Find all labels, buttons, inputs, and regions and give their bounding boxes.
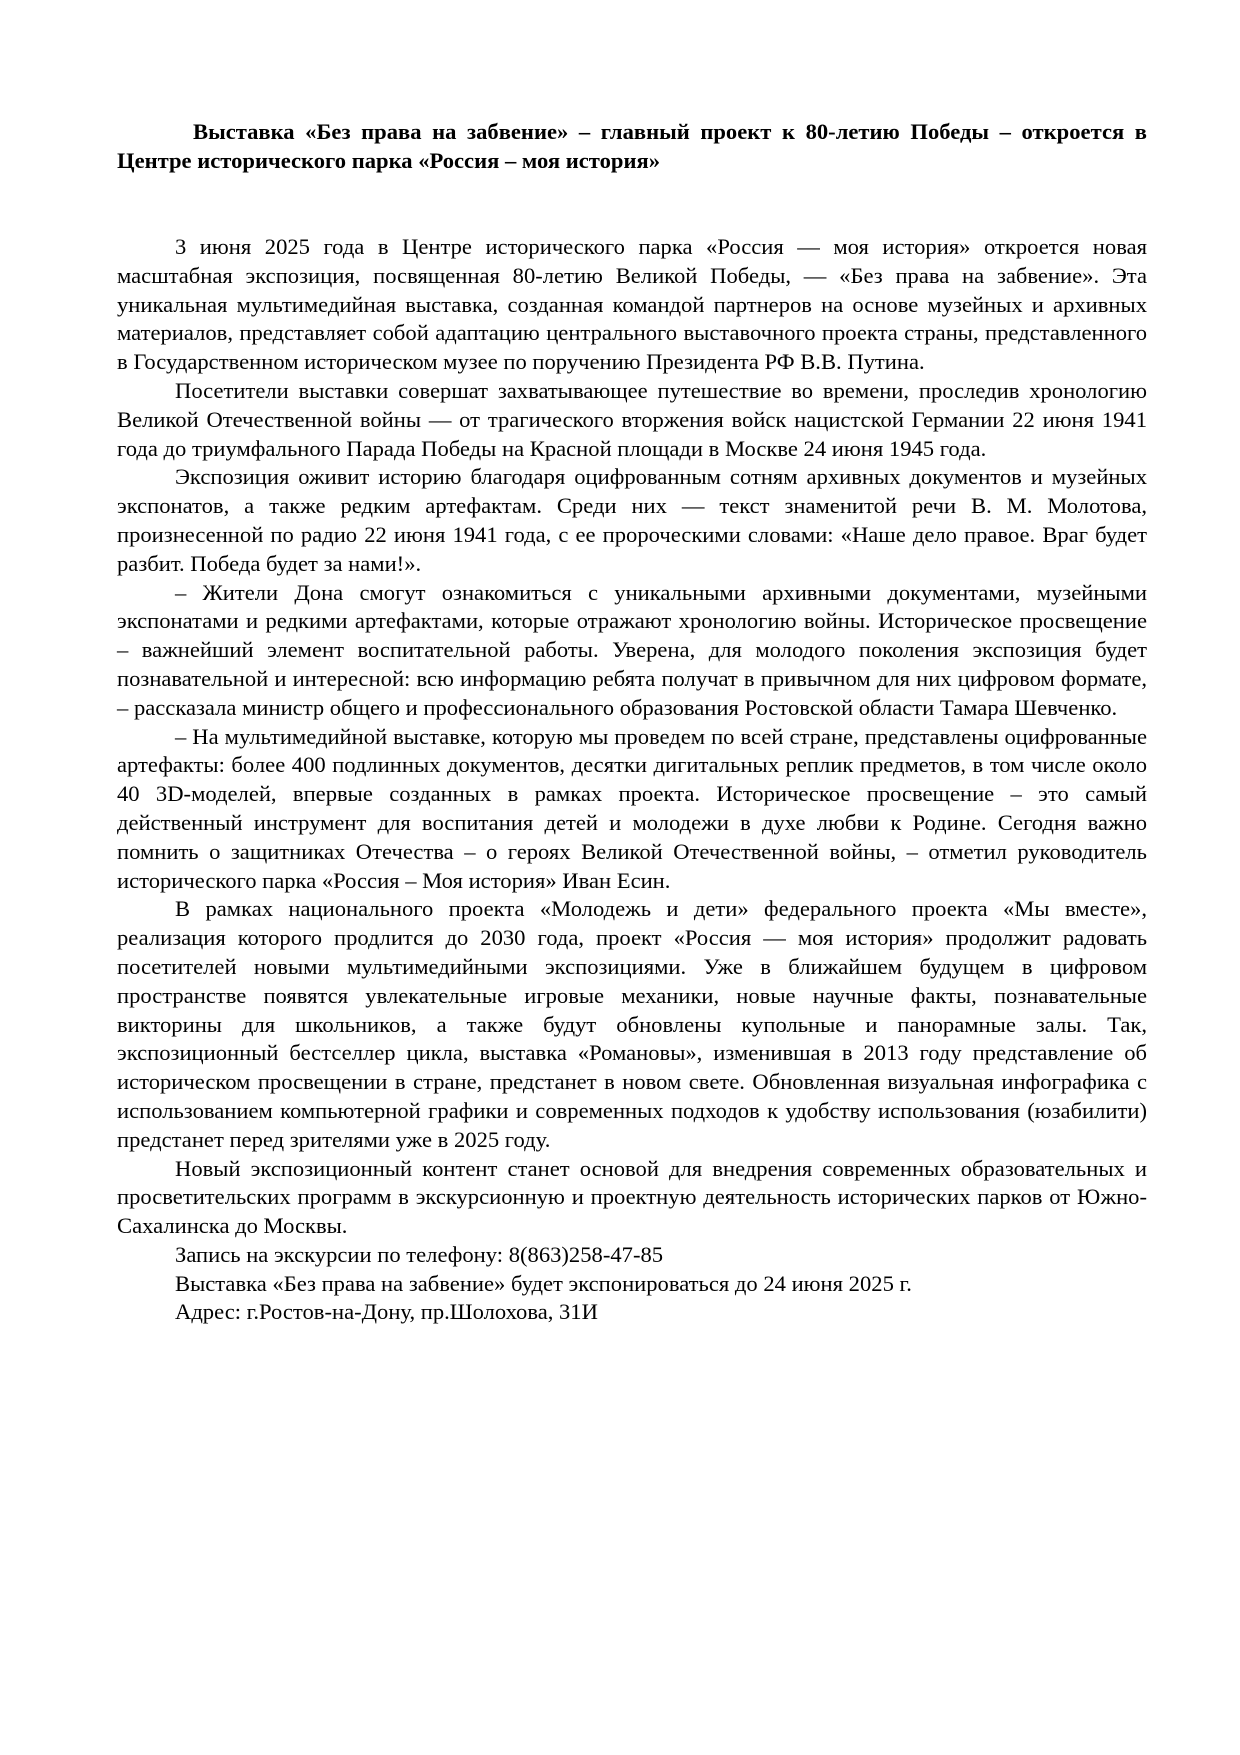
paragraph-new-content: Новый экспозиционный контент станет основой для внедрения современных образовательных и просветительских программ в экскурсионную и проектную деятельность исторических парков от Южно-Сахалинска до Москвы.	[117, 1155, 1147, 1239]
info-dates: Выставка «Без права на забвение» будет экспонироваться до 24 июня 2025 г.	[175, 1270, 912, 1296]
document-title: Выставка «Без права на забвение» – главный проект к 80-летию Победы – откроется в Центре исторического парка «Россия – моя история»	[117, 119, 1147, 173]
paragraph-national-project: В рамках национального проекта «Молодежь и дети» федерального проекта «Мы вместе», реализация которого продлится до 2030 года, проект «Россия — моя история» продолжит радовать посетителей новыми мультимедийными экспозициями. Уже в ближайшем будущем в цифровом пространстве появятся увлекательные игровые механики, новые научные факты, познавательные викторины для школьников, а также будут обновлены купольные и панорамные залы. Так, экспозиционный бестселлер цикла, выставка «Романовы», изменившая в 2013 году представление об историческом просвещении в стране, предстанет в новом свете. Обновленная визуальная инфографика с использованием компьютерной графики и современных подходов к удобству использования (юзабилити) предстанет перед зрителями уже в 2025 году.	[117, 896, 1147, 1152]
document-body	[117, 233, 1147, 1327]
info-address: Адрес: г.Ростов-на-Дону, пр.Шолохова, 31И	[175, 1299, 598, 1325]
paragraph-minister-quote: – Жители Дона смогут ознакомиться с уникальными архивными документами, музейными экспонатами и редкими артефактами, которые отражают хронологию войны. Историческое просвещение – важнейший элемент воспитательной работы. Уверена, для молодого поколения экспозиция будет познавательной и интересной: всю информацию ребята получат в привычном для них цифровом формате, – рассказала министр общего и профессионального образования Ростовской области Тамара Шевченко.	[117, 579, 1147, 720]
paragraph-opening: 3 июня 2025 года в Центре исторического парка «Россия — моя история» откроется новая масштабная экспозиция, посвященная 80-летию Великой Победы, — «Без права на забвение». Эта уникальная мультимедийная выставка, созданная командой партнеров на основе музейных и архивных материалов, представляет собой адаптацию центрального выставочного проекта страны, представленного в Государственном историческом музее по поручению Президента РФ В.В. Путина.	[117, 234, 1147, 375]
paragraph-chronology: Посетители выставки совершат захватывающее путешествие во времени, проследив хронологию Великой Отечественной войны — от трагического вторжения войск нацистской Германии 22 июня 1941 года до триумфального Парада Победы на Красной площади в Москве 24 июня 1945 года.	[117, 377, 1147, 461]
document-page	[117, 117, 1147, 1327]
paragraph-artifacts: Экспозиция оживит историю благодаря оцифрованным сотням архивных документов и музейных экспонатов, а также редким артефактам. Среди них — текст знаменитой речи В. М. Молотова, произнесенной по радио 22 июня 1941 года, с ее пророческими словами: «Наше дело правое. Враг будет разбит. Победа будет за нами!».	[117, 464, 1147, 576]
info-phone: Запись на экскурсии по телефону: 8(863)258-47-85	[175, 1241, 664, 1267]
paragraph-park-head-quote: – На мультимедийной выставке, которую мы проведем по всей стране, представлены оцифрованные артефакты: более 400 подлинных документов, десятки дигитальных реплик предметов, в том числе около 40 3D-моделей, впервые созданных в рамках проекта. Историческое просвещение – это самый действенный инструмент для воспитания детей и молодежи в духе любви к Родине. Сегодня важно помнить о защитниках Отечества – о героях Великой Отечественной войны, – отметил руководитель исторического парка «Россия – Моя история» Иван Есин.	[117, 723, 1147, 893]
